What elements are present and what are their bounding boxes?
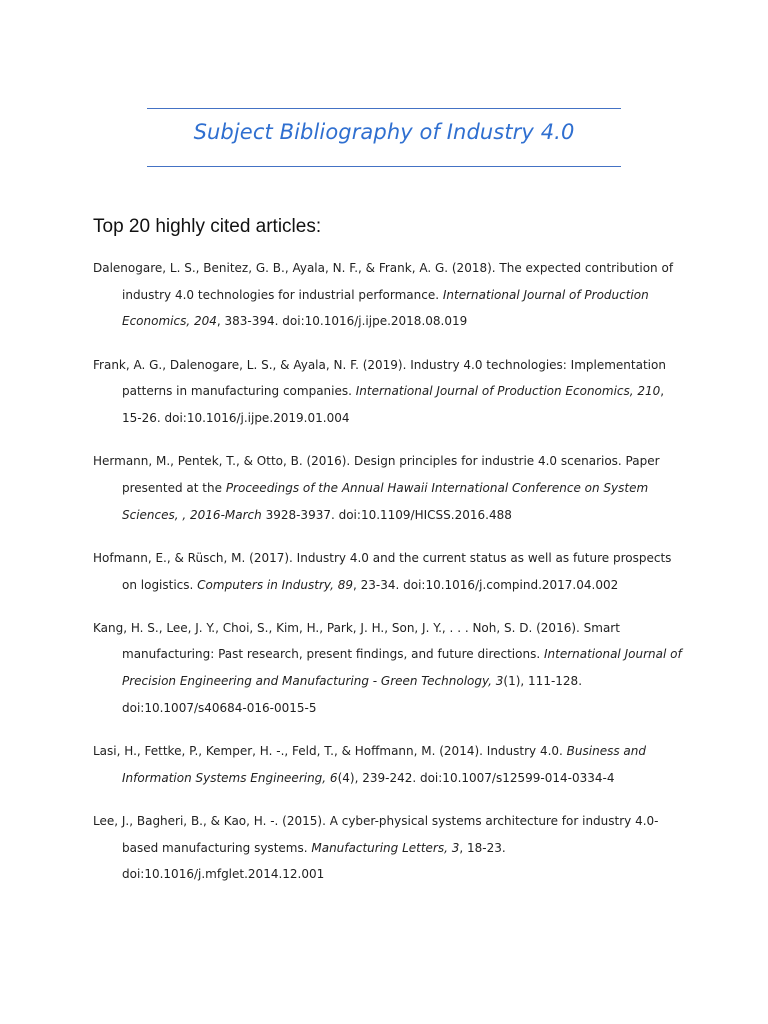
- reference-text: Kang, H. S., Lee, J. Y., Choi, S., Kim, H., Park, J. H., Son, J. Y., . . . Noh, S. D. (2016). Smart manufacturing: Past research, present findings, and future directions.: [93, 620, 620, 662]
- reference-source: International Journal of Precision Engineering and Manufacturing - Green Technology, 3: [122, 647, 682, 689]
- reference-item: [93, 615, 683, 722]
- reference-item: [93, 808, 683, 888]
- reference-source: Proceedings of the Annual Hawaii International Conference on System Sciences, , 2016-March: [122, 480, 649, 522]
- reference-list: [93, 255, 683, 905]
- reference-source: Computers in Industry, 89: [197, 577, 353, 592]
- document-title: Subject Bibliography of Industry 4.0: [193, 120, 575, 144]
- reference-locator: , 383-394. doi:10.1016/j.ijpe.2018.08.019: [216, 314, 468, 329]
- reference-locator: 3928-3937. doi:10.1109/HICSS.2016.488: [261, 507, 512, 522]
- reference-item: [93, 352, 683, 432]
- reference-text: Lee, J., Bagheri, B., & Kao, H. -. (2015). A cyber-physical systems architecture for industry 4.0-based manufacturing systems.: [93, 813, 659, 855]
- reference-locator: , 23-34. doi:10.1016/j.compind.2017.04.002: [352, 577, 619, 592]
- reference-text: Frank, A. G., Dalenogare, L. S., & Ayala, N. F. (2019). Industry 4.0 technologies: Implementation patterns in manufacturing companies.: [93, 357, 666, 399]
- reference-source: Manufacturing Letters, 3: [311, 840, 460, 855]
- reference-text: Lasi, H., Fettke, P., Kemper, H. -., Feld, T., & Hoffmann, M. (2014). Industry 4.0.: [93, 744, 567, 759]
- reference-locator: , 18-23. doi:10.1016/j.mfglet.2014.12.001: [122, 840, 506, 882]
- reference-text: Dalenogare, L. S., Benitez, G. B., Ayala, N. F., & Frank, A. G. (2018). The expected contribution of industry 4.0 technologies for industrial performance.: [93, 261, 674, 302]
- section-heading: Top 20 highly cited articles:: [93, 216, 322, 237]
- reference-item: [93, 255, 683, 335]
- title-bottom-rule: [147, 166, 621, 167]
- reference-source: International Journal of Production Economics, 210: [355, 384, 661, 399]
- reference-locator: , 15-26. doi:10.1016/j.ijpe.2019.01.004: [122, 384, 665, 426]
- reference-item: [93, 448, 683, 528]
- reference-item: [93, 738, 683, 791]
- reference-source: International Journal of Production Economics, 204: [122, 287, 649, 329]
- reference-locator: (4), 239-242. doi:10.1007/s12599-014-0334-4: [337, 770, 615, 785]
- reference-text: Hermann, M., Pentek, T., & Otto, B. (2016). Design principles for industrie 4.0 scenarios. Paper presented at the: [93, 454, 660, 495]
- reference-item: [93, 545, 683, 598]
- title-top-rule: [147, 108, 621, 109]
- reference-locator: (1), 111-128. doi:10.1007/s40684-016-0015-5: [122, 674, 583, 715]
- reference-text: Hofmann, E., & Rüsch, M. (2017). Industry 4.0 and the current status as well as future prospects on logistics.: [93, 550, 672, 592]
- reference-source: Business and Information Systems Engineering, 6: [122, 744, 646, 785]
